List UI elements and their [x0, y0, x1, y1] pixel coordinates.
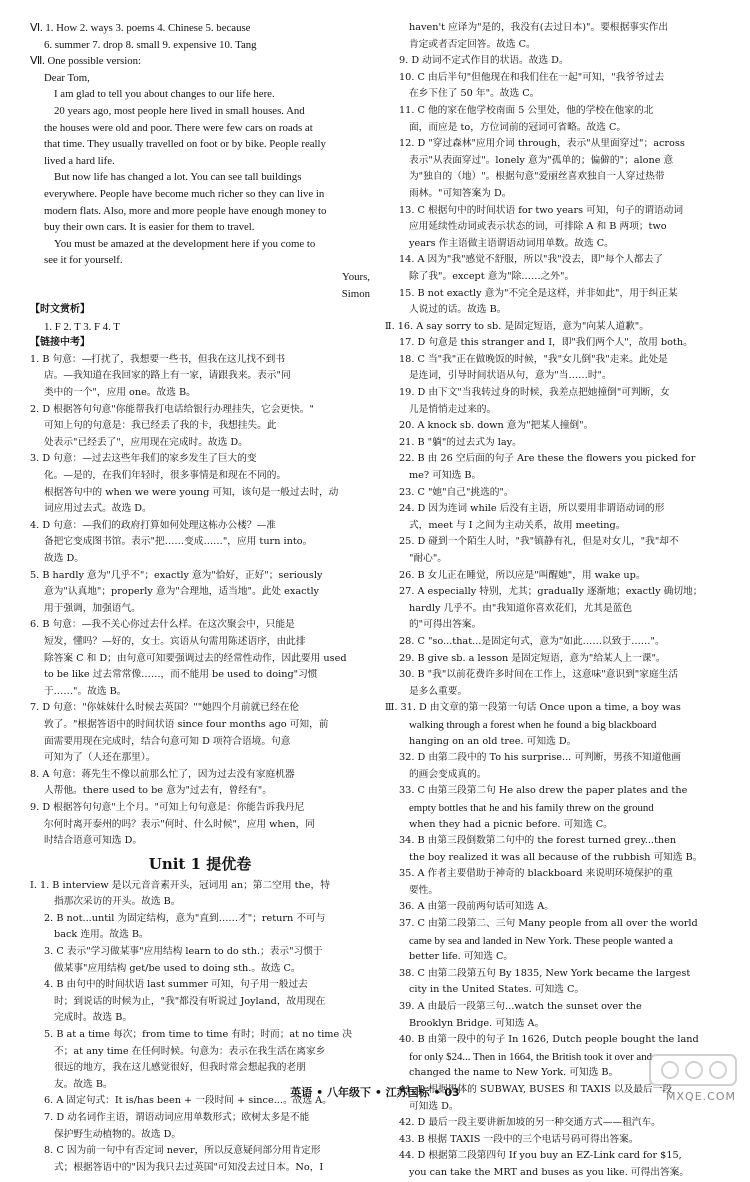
- left-column-line: 类中的一个"，应用 one。故选 B。: [44, 387, 196, 399]
- right-column-line: 的"可得出答案。: [409, 619, 482, 631]
- right-column-line: 面，而应是 to，方位词前的冠词可省略。故选 C。: [409, 121, 627, 133]
- right-column-line: 37. C 由第二段第二、三句 Many people from all over the world: [399, 918, 698, 930]
- left-column-line: the houses were old and poor. There were few cars on roads at: [44, 121, 313, 134]
- left-column-line: 6. A 固定句式：It is/has been + 一段时间 + since...。故选 A。: [44, 1095, 332, 1107]
- right-column-line: Ⅲ. 31. D 由文章的第一段第一句话 Once upon a time, a boy was: [385, 702, 681, 714]
- right-column-line: 20. A knock sb. down 意为"把某人撞倒"。: [399, 420, 594, 432]
- right-column-line: 应用延续性动词或表示状态的词，可排除 A 和 B 两项；two: [409, 221, 667, 233]
- right-column-line: 34. B 由第三段倒数第二句中的 the forest turned grey...then: [399, 835, 677, 847]
- left-column-line: You must be amazed at the development here if you come to: [54, 237, 316, 250]
- left-column-line: Ⅶ. One possible version:: [30, 55, 142, 68]
- right-column-line: 33. C 由第三段第二句 He also drew the paper plates and the: [399, 785, 688, 797]
- left-column-line: 6. summer 7. drop 8. small 9. expensive 10. Tang: [44, 38, 257, 51]
- left-column-line: 不；at any time 在任何时候。句意为：表示在我生活在离家乡: [54, 1045, 326, 1057]
- right-column-line: 35. A 作者主要借助于神奇的 blackboard 来说明环境保护的重: [399, 868, 673, 880]
- left-column-line: 备把它变成图书馆。表示"把……变成……"，应用 turn into。: [44, 536, 313, 548]
- left-column-line: 化。—是的，在我们年轻时，很多事情是和现在不同的。: [44, 470, 287, 482]
- left-column-line: Ⅵ. 1. How 2. ways 3. poems 4. Chinese 5. because: [30, 22, 251, 34]
- left-column-line: 意为"认真地"；properly 意为"合理地，适当地"。此处 exactly: [44, 586, 320, 598]
- right-column-line: Ⅱ. 16. A say sorry to sb. 是固定短语，意为"向某人道歉"。: [385, 320, 649, 332]
- left-column-line: 指那次采访的开头。故选 B。: [54, 896, 181, 908]
- left-column-line: 8. A 句意：蒋先生不像以前那么忙了，因为过去没有家庭机器: [30, 768, 295, 780]
- right-column-line: 21. B "躺"的过去式为 lay。: [399, 436, 522, 448]
- right-column-line: 11. C 他的家在他学校南面 5 公里处，他的学校在他家的北: [399, 104, 654, 116]
- right-column-line: 43. B 根据 TAXIS 一段中的三个电话号码可得出答案。: [399, 1133, 639, 1145]
- left-column-line: Unit 1 提优卷: [148, 854, 252, 873]
- right-column-line: 12. D "穿过森林"应用介词 through，表示"从里面穿过"；across: [399, 138, 685, 150]
- right-column-line: 32. D 由第二段中的 To his surprise... 可判断，男孩不知道他画: [399, 752, 681, 764]
- right-column-line: 雨林。"可知答案为 D。: [409, 187, 512, 199]
- right-column-line: 24. D 因为连词 while 后没有主语，所以要用非谓语动词的形: [399, 503, 665, 515]
- left-column-line: 可知为了（人还在那里）。: [44, 752, 156, 764]
- left-column-line: Ⅰ. 1. B interview 是以元音音素开头，冠词用 an；第二空用 the，特: [30, 879, 330, 891]
- right-column-line: 41. D 根据黑体的 SUBWAY, BUSES 和 TAXIS 以及最后一段: [399, 1084, 673, 1095]
- right-column-line: city in the United States. 可知选 C。: [409, 984, 585, 996]
- left-column-line: everywhere. People have become much richer so they can live in: [44, 187, 325, 200]
- left-column-line: 很远的地方，我在这儿感觉很好，但我时常会想起我的老朋: [54, 1062, 306, 1074]
- left-column-line: lived a hard life.: [44, 154, 115, 167]
- left-column-line: 1. F 2. T 3. F 4. T: [44, 320, 120, 333]
- left-column-line: 9. D 根据答句句意"上个月。"可知上句句意是：你能告诉我丹尼: [30, 801, 305, 813]
- right-column-line: 40. B 由第一段中的句子 In 1626, Dutch people bought the land: [399, 1034, 699, 1046]
- left-column-line: 尔何时离开泰州的吗？表示"何时、什么时候"，应用 when，同: [44, 818, 315, 830]
- right-column-line: 39. A 由最后一段第三句...watch the sunset over the: [399, 1001, 642, 1013]
- left-column-line: see it for yourself.: [44, 254, 123, 267]
- right-column-line: 是连词，引导时间状语从句，意为"当……时"。: [409, 370, 612, 382]
- right-column-line: hardly 几乎不。由"我知道你喜欢花们，尤其是蓝色: [409, 602, 633, 614]
- right-column-line: me? 可知选 B。: [409, 470, 482, 482]
- right-column-line: 为"独自的（地）"。根据句意"爱丽丝喜欢独自一人穿过热带: [409, 171, 665, 183]
- right-column-line: 42. D 最后一段主要讲新加坡的另一种交通方式——租汽车。: [399, 1117, 661, 1129]
- right-column-line: hanging on an old tree. 可知选 D。: [409, 735, 577, 747]
- left-column-line: 完成时。故选 B。: [54, 1012, 133, 1024]
- right-column-line: 30. B "我"以前花费许多时间在工作上，这意味"意识到"家庭生活: [399, 669, 679, 681]
- right-column-line: 26. B 女儿正在睡觉，所以应是"叫醒她"，用 wake up。: [399, 569, 646, 581]
- right-column-line: 式，meet 与 I 之间为主动关系，故用 meeting。: [409, 519, 626, 531]
- left-column-line: 3. D 句意：—过去这些年我们的家乡发生了巨大的变: [30, 453, 257, 465]
- left-column-line: Simon: [341, 287, 370, 300]
- right-column-line: 是多么重要。: [409, 685, 468, 697]
- left-column-line: 3. C 表示"学习做某事"应用结构 learn to do sth.；表示"习惯于: [44, 946, 323, 958]
- right-column-line: 27. A especially 特别，尤其；gradually 逐渐地；exactly 确切地；: [399, 586, 703, 598]
- right-column-line: better life. 可知选 C。: [409, 951, 514, 963]
- left-column-line: 【链接中考】: [30, 337, 90, 349]
- left-column-line: 除答案 C 和 D；由句意可知要强调过去的经常性动作，因此要用 used: [44, 652, 347, 664]
- left-column-line: 2. B not...until 为固定结构，意为"直到……才"；return 不可与: [44, 912, 326, 924]
- left-column-line: 敦了。"根据答语中的时间状语 since four months ago 可知，前: [44, 718, 329, 730]
- right-column-line: haven't 应译为"是的，我没有(去过日本)"。要根据事实作出: [409, 22, 669, 33]
- right-column-line: 14. A 因为"我"感觉不舒服，所以"我"没去，即"每个人都去了: [399, 254, 663, 266]
- left-column-line: 面需要用现在完成时，结合句意可知 D 项符合语境。句意: [44, 735, 291, 747]
- left-column-line: 7. D 动名词作主语，谓语动词应用单数形式；欧树太多是不能: [44, 1112, 310, 1123]
- right-column-line: 25. D 碰到一个陌生人时，"我"镇静有礼，但是对女儿，"我"却不: [399, 536, 679, 548]
- left-column-line: 4. B 由句中的时间状语 last summer 可知，句子用一般过去: [44, 979, 308, 991]
- right-column-line: came by sea and landed in New York. These people wanted a: [409, 934, 673, 947]
- left-column-line: 1. B 句意：—打扰了，我想要一些书，但我在这儿找不到书: [30, 353, 286, 365]
- right-column-line: you can take the MRT and buses as you like. 可得出答案。: [409, 1166, 690, 1178]
- left-column-line: 人帮他。there used to be 意为"过去有，曾经有"。: [44, 785, 272, 797]
- right-column-line: years 作主语做主语谓语动词用单数。故选 C。: [409, 237, 614, 249]
- left-column-line: 词应用过去式。故选 D。: [44, 503, 152, 515]
- left-column-line: 【时文赏析】: [30, 304, 90, 316]
- page-footer: 英语 • 八年级下 • 江苏国标 • 03: [290, 1086, 460, 1099]
- left-column-line: back 连用。故选 B。: [54, 929, 149, 941]
- right-column-line: 除了我"。except 意为"除……之外"。: [409, 270, 575, 282]
- left-column-line: 根据答句中的 when we were young 可知，该句是一般过去时，动: [44, 486, 339, 498]
- left-column-line: 短发，懂吗？—好的，女士。宾语从句需用陈述语序，由此排: [44, 635, 306, 647]
- right-column-line: 9. D 动词不定式作目的状语。故选 D。: [399, 55, 569, 67]
- left-column-line: 处表示"已经丢了"，应用现在完成时。故选 D。: [44, 436, 248, 448]
- left-column-line: 5. B at a time 每次；from time to time 有时；时而；at no time 决: [44, 1029, 352, 1041]
- right-column-line: 要性。: [409, 884, 439, 896]
- right-column-line: 表示"从表面穿过"。lonely 意为"孤单的；偏僻的"；alone 意: [409, 154, 674, 166]
- right-column-line: 38. C 由第二段第五句 By 1835, New York became the largest: [399, 967, 691, 979]
- left-column-line: 6. B 句意：—我不关心你过去什么样。在这次聚会中，只能是: [30, 619, 295, 631]
- right-column-line: "耐心"。: [409, 553, 447, 564]
- left-column-line: 可知上句的句意是：我已经丢了我的卡，我想挂失。此: [44, 420, 277, 432]
- left-column-line: buy their own cars. It is easier for them to travel.: [44, 221, 255, 234]
- right-column-line: 13. C 根据句中的时间状语 for two years 可知，句子的谓语动词: [399, 204, 684, 216]
- left-column-line: 时结合语意可知选 D。: [44, 835, 143, 847]
- right-column-line: walking through a forest when he found a big blackboard: [409, 718, 657, 731]
- left-column-line: 20 years ago, most people here lived in small houses. And: [54, 104, 305, 117]
- right-column-line: changed the name to New York. 可知选 B。: [409, 1067, 619, 1079]
- left-column-line: 7. D 句意："你妹妹什么时候去英国？""她四个月前就已经在伦: [30, 702, 300, 714]
- right-column-line: 23. C "她"自己"挑选的"。: [399, 486, 514, 498]
- left-column-line: 故选 D。: [44, 553, 84, 564]
- left-column-line: Dear Tom,: [44, 71, 90, 84]
- left-column: [30, 20, 370, 1176]
- left-column-line: that time. They usually travelled on foot or by bike. People really: [44, 138, 326, 151]
- right-column-line: for only $24... Then in 1664, the British took it over and: [409, 1050, 653, 1063]
- right-column-line: 人说过的话。故选 B。: [409, 304, 507, 316]
- left-column-line: 式；根据答语中的"因为我只去过英国"可知没去过日本。No，I: [54, 1161, 324, 1173]
- right-column-line: 44. D 根据第二段第四句 If you buy an EZ-Link card for $15,: [399, 1150, 682, 1162]
- right-column-line: 29. B give sb. a lesson 是固定短语，意为"给某人上一课"。: [399, 652, 666, 664]
- right-column-line: when they had a picnic before. 可知选 C。: [409, 818, 613, 830]
- right-column-line: 儿是悄悄走过来的。: [409, 403, 497, 415]
- right-column-line: 15. B not exactly 意为"不完全是这样，并非如此"，用于纠正某: [399, 287, 678, 299]
- right-column-line: the boy realized it was all because of the rubbish 可知选 B。: [409, 851, 703, 863]
- left-column-line: But now life has changed a lot. You can see tall buildings: [54, 171, 302, 184]
- left-column-line: 友。故选 B。: [54, 1078, 113, 1090]
- left-column-line: modern flats. Also, more and more people have enough money to: [44, 204, 327, 217]
- right-column-line: 36. A 由第一段前两句话可知选 A。: [399, 901, 554, 913]
- right-column-line: 28. C "so...that...是固定句式，意为"如此……以致于……"。: [399, 635, 665, 647]
- left-column-line: 用于强调，加强语气。: [44, 602, 141, 614]
- right-column-line: 肯定或者否定回答。故选 C。: [409, 38, 536, 50]
- left-column-line: to be like 过去常常像……，而不能用 be used to doing"习惯: [44, 669, 318, 681]
- watermark-text: MXQE.COM: [666, 1090, 736, 1103]
- right-column: [385, 20, 730, 1182]
- right-column-line: 18. C 当"我"正在做晚饭的时候，"我"女儿倒"我"走来。此处是: [399, 353, 668, 365]
- right-column-line: 10. C 由后半句"但他现在和我们住在一起"可知，"我爷爷过去: [399, 71, 665, 83]
- left-column-line: 做某事"应用结构 get/be used to doing sth.。故选 C。: [54, 962, 301, 974]
- right-column-line: 可知选 D。: [409, 1100, 459, 1112]
- right-column-line: 22. B 由 26 空后面的句子 Are these the flowers you picked for: [399, 453, 696, 465]
- left-column-line: Yours,: [341, 270, 370, 283]
- left-column-line: 于……"。故选 B。: [44, 685, 127, 697]
- right-column-line: 19. D 由下文"当我转过身的时候，我差点把她撞倒"可判断，女: [399, 387, 670, 399]
- right-column-line: 在乡下住了 50 年"。故选 C。: [409, 88, 540, 100]
- left-column-line: 保护野生动植物的。故选 D。: [54, 1128, 182, 1140]
- left-column-line: 4. D 句意：—我们的政府打算如何处理这栋办公楼？—准: [30, 519, 276, 531]
- left-column-line: 时；到说话的时候为止，"我"都没有听说过 Joyland，故用现在: [54, 995, 326, 1007]
- right-column-line: 17. D 句意是 this stranger and I，即"我们两个人"，故用 both。: [399, 337, 693, 349]
- right-column-line: 的画会变成真的。: [409, 768, 487, 780]
- right-column-line: Brooklyn Bridge. 可知选 A。: [409, 1017, 545, 1029]
- left-column-line: I am glad to tell you about changes to our life here.: [54, 88, 275, 101]
- left-column-line: 8. C 因为前一句中有否定词 never，所以反意疑问部分用肯定形: [44, 1145, 321, 1157]
- left-column-line: 店。—我知道在我回家的路上有一家，请跟我来。表示"同: [44, 370, 291, 382]
- left-column-line: 5. B hardly 意为"几乎不"；exactly 意为"恰好，正好"；seriously: [30, 569, 323, 581]
- left-column-line: 2. D 根据答句句意"你能帮我打电话给银行办理挂失，它会更快。": [30, 403, 314, 415]
- right-column-line: empty bottles that he and his family threw on the ground: [409, 801, 654, 814]
